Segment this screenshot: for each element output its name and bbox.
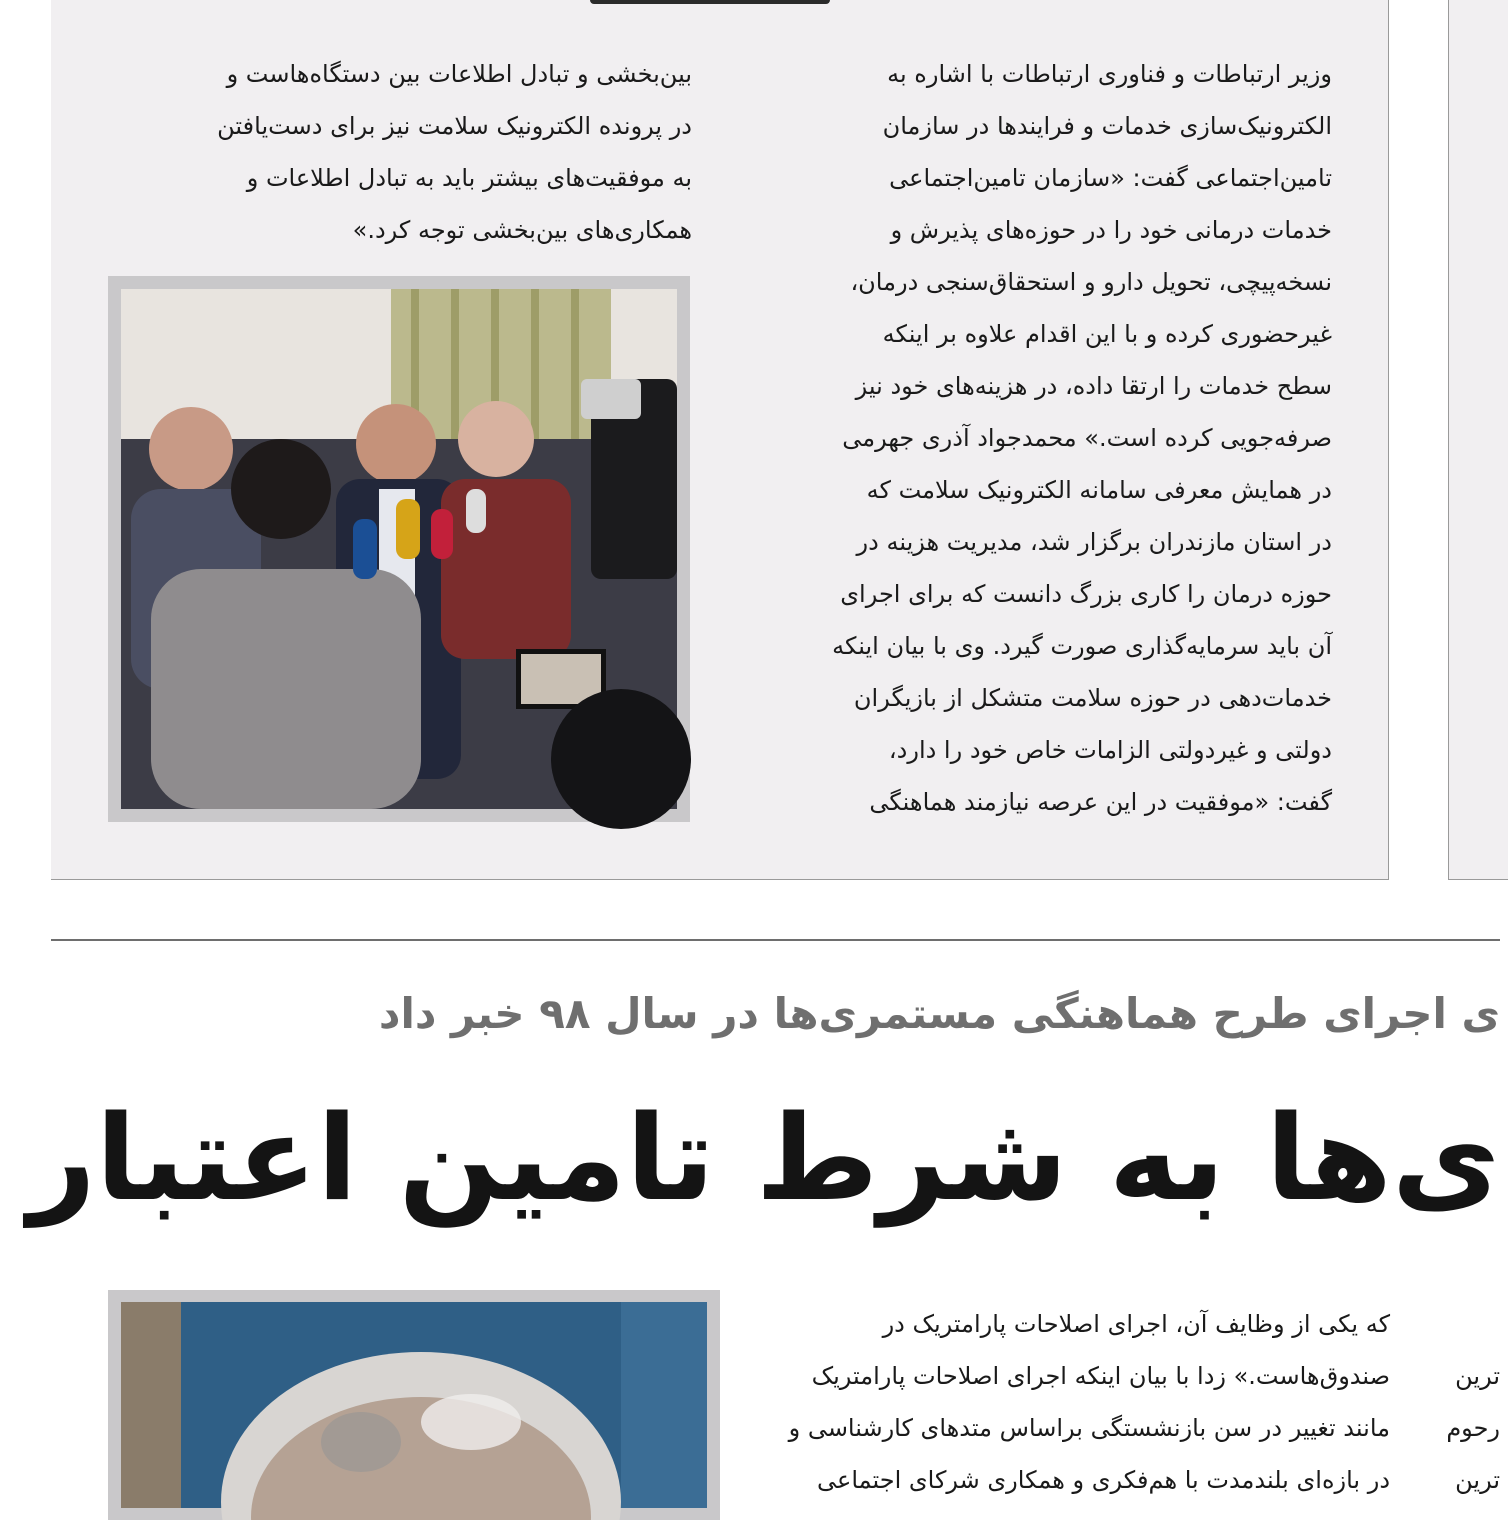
text-line: در بازه‌ای بلندمدت با هم‌فکری و همکاری شرکای اجتماعی (817, 1466, 1390, 1494)
text-line: همکاری‌های بین‌بخشی توجه کرد.» (352, 216, 692, 244)
text-line: که یکی از وظایف آن، اجرای اصلاحات پارامتریک در (882, 1310, 1390, 1338)
text-line: در پرونده الکترونیک سلامت نیز برای دست‌یافتن (217, 112, 692, 140)
cropped-headline (590, 0, 830, 4)
text-line: در همایش معرفی سامانه الکترونیک سلامت که (866, 476, 1332, 504)
text-line: حوزه درمان را کاری بزرگ دانست که برای اجرای (840, 580, 1332, 608)
headline: ی‌ها به شرط تامین اعتبار (27, 1089, 1500, 1227)
portrait-illustration (121, 1302, 707, 1508)
text-line: گفت: «موفقیت در این عرصه نیازمند هماهنگی (869, 788, 1332, 816)
article-column-main (780, 1298, 1390, 1506)
press-conference-illustration (121, 289, 677, 809)
text-line: غیرحضوری کرده و با این اقدام علاوه بر اینکه (882, 320, 1332, 348)
text-line: نسخه‌پیچی، تحویل دارو و استحقاق‌سنجی درمان، (850, 268, 1332, 296)
text-line: خدمات‌دهی در حوزه سلامت متشکل از بازیگران (853, 684, 1332, 712)
press-conference-photo (108, 276, 690, 822)
text-line: بین‌بخشی و تبادل اطلاعات بین دستگاه‌هاست و (226, 60, 692, 88)
section-divider (51, 939, 1500, 941)
text-line: مانند تغییر در سن بازنشستگی براساس متدهای کارشناسی و (788, 1414, 1390, 1442)
text-line: وزیر ارتباطات و فناوری ارتباطات با اشاره به (887, 60, 1332, 88)
text-line: سطح خدمات را ارتقا داده، در هزینه‌های خود نیز (855, 372, 1332, 400)
text-line: آن باید سرمایه‌گذاری صورت گیرد. وی با بیان اینکه (832, 632, 1332, 660)
text-line: رحوم (1446, 1414, 1500, 1442)
article-column-left (108, 48, 692, 256)
text-line: در استان مازندران برگزار شد، مدیریت هزینه در (856, 528, 1332, 556)
portrait-photo (108, 1290, 720, 1520)
text-line: صندوق‌هاست.» زدا با بیان اینکه اجرای اصلاحات پارامتریک (811, 1362, 1390, 1390)
text-line: ترین (1455, 1362, 1500, 1390)
text-line: دولتی و غیردولتی الزامات خاص خود را دارد، (888, 736, 1332, 764)
text-line: صرفه‌جویی کرده است.» محمدجواد آذری جهرمی (842, 424, 1332, 452)
subheadline: ی اجرای طرح هماهنگی مستمری‌ها در سال ۹۸ خبر داد (378, 989, 1500, 1038)
text-line: خدمات درمانی خود را در حوزه‌های پذیرش و (890, 216, 1332, 244)
article-column-right (750, 48, 1332, 828)
adjacent-article-panel (1448, 0, 1508, 880)
text-line: تامین‌اجتماعی گفت: «سازمان تامین‌اجتماعی (889, 164, 1332, 192)
text-line: ترین (1455, 1466, 1500, 1494)
text-line: به موفقیت‌های بیشتر باید به تبادل اطلاعات و (246, 164, 692, 192)
article-column-edge (1448, 1350, 1500, 1506)
text-line: الکترونیک‌سازی خدمات و فرایندها در سازمان (882, 112, 1332, 140)
